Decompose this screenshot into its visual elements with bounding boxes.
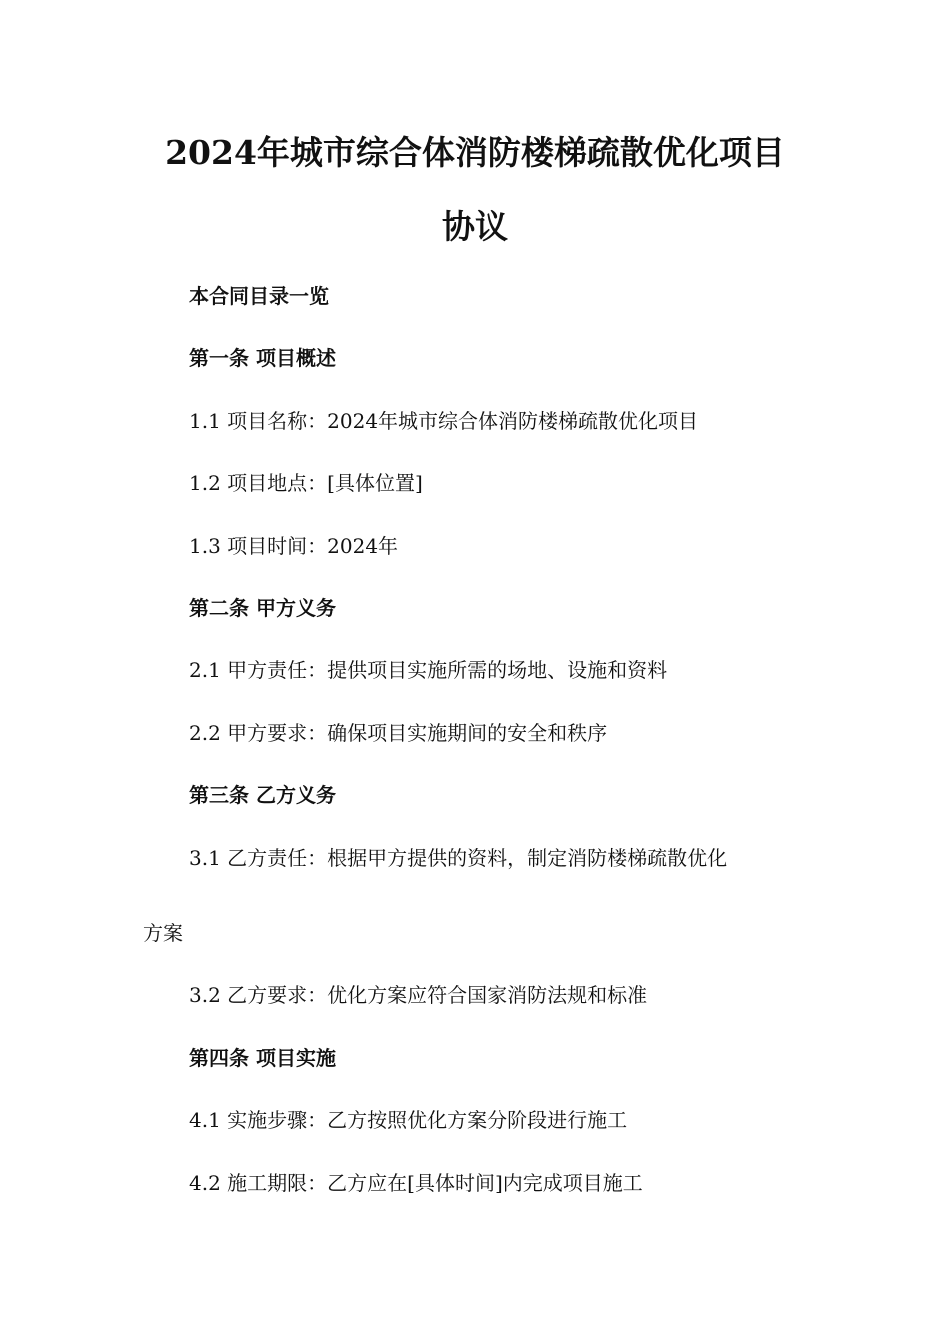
section-3-item-1-line-2: 方案 [143,921,183,945]
section-2-item-2: 2.2 甲方要求：确保项目实施期间的安全和秩序 [189,721,608,745]
section-4-item-2: 4.2 施工期限：乙方应在[具体时间]内完成项目施工 [189,1171,643,1195]
section-2-heading: 第二条 甲方义务 [189,596,336,620]
section-4-item-1: 4.1 实施步骤：乙方按照优化方案分阶段进行施工 [189,1108,628,1132]
section-1-item-2: 1.2 项目地点：[具体位置] [189,471,423,495]
section-3-item-1-line-1: 3.1 乙方责任：根据甲方提供的资料，制定消防楼梯疏散优化 [189,846,728,870]
section-1-item-3: 1.3 项目时间：2024年 [189,534,399,558]
section-1-heading: 第一条 项目概述 [189,346,336,370]
section-1-item-1: 1.1 项目名称：2024年城市综合体消防楼梯疏散优化项目 [189,409,699,433]
section-3-item-2: 3.2 乙方要求：优化方案应符合国家消防法规和标准 [189,983,648,1007]
document-title-line-1: 2024年城市综合体消防楼梯疏散优化项目 [165,133,785,172]
document-title-line-2: 协议 [442,207,508,246]
section-2-item-1: 2.1 甲方责任：提供项目实施所需的场地、设施和资料 [189,658,668,682]
section-3-heading: 第三条 乙方义务 [189,783,336,807]
section-4-heading: 第四条 项目实施 [189,1046,336,1070]
toc-heading: 本合同目录一览 [189,284,329,308]
